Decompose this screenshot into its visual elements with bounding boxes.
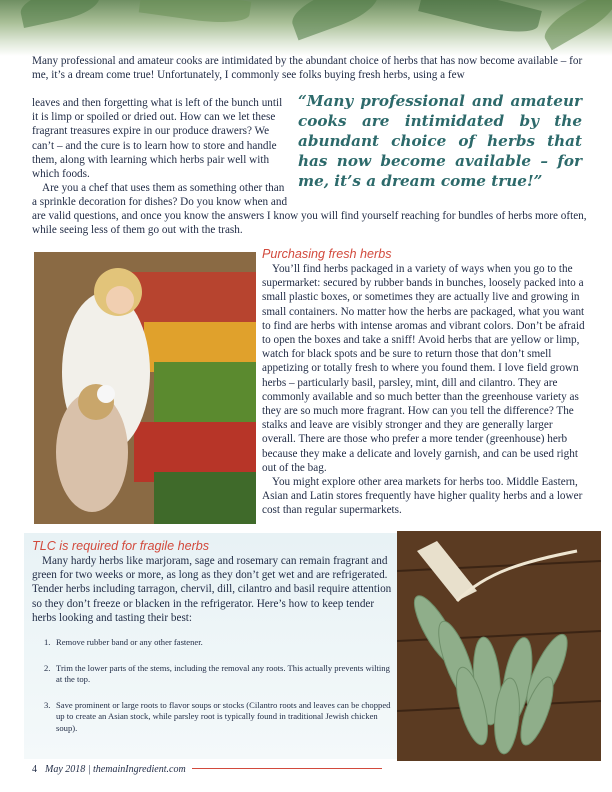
intro-column xyxy=(32,96,290,209)
list-item: 3. Save prominent or large roots to flavor soups or stocks (Cilantro roots and leaves can be chopped up to create an Asian stock, while parsley root is typically found in traditional Jewish chicken soup). xyxy=(44,699,391,733)
tlc-heading: TLC is required for fragile herbs xyxy=(32,539,210,553)
page-number: 4 xyxy=(32,764,37,775)
sage-bundle-photo xyxy=(397,531,601,761)
purchasing-paragraph-1: You’ll find herbs packaged in a variety of ways when you go to the supermarket: secured by rubber bands in bunches, loosely packed into a small plastic boxes, or sometimes they are actually live and growing in small containers. No matter how the herbs are packaged, what you want to find are herbs with intense aromas and vibrant colors. Don’t be afraid to open the boxes and take a sniff! Avoid herbs that are yellow or limp, watch for black spots and be sure to return those that don’t smell appetizing or totally fresh to where you found them. I love field grown herbs – particularly basil, parsley, mint, dill and cilantro. They are commonly available and so much better than the greenhouse variety as they are so much more fragrant. How can you tell the difference? The stalks and leave are visibly stronger and they are generally larger overall. There are those who prefer a more tender (greenhouse) herb because they make a delicate and lovely garnish, and can be used right out of the bag. xyxy=(262,263,585,474)
intro-closing: are valid questions, and once you know the answers I know you will find yourself reaching for bundles of herbs more often, while seeing less of them go out with the trash. xyxy=(32,210,587,237)
produce-photo-illustration xyxy=(34,252,256,524)
tlc-body xyxy=(32,554,392,625)
list-item: 2. Trim the lower parts of the stems, including the removal any roots. This actually prevents wilting at the top. xyxy=(44,662,390,684)
purchasing-paragraph-2: You might explore other area markets for herbs too. Middle Eastern, Asian and Latin stores frequently have higher quality herbs and a lower cost than regular supermarkets. xyxy=(262,476,583,517)
page-footer xyxy=(32,764,192,775)
tlc-paragraph: Many hardy herbs like marjoram, sage and rosemary can remain fragrant and green for two weeks or more, as long as they don’t get wet and are refrigerated. Tender herbs including tarragon, chervil, dill, cilantro and basil require attention so they don’t freeze or blacken in the refrigerator. Here’s how to keep tender herbs looking and tasting their best: xyxy=(32,555,392,624)
intro-lead-text: Many professional and amateur cooks are intimidated by the abundant choice of herbs that has now become available – for me, it’s a dream come true! Unfortunately, I commonly see folks buying fresh herbs, using a few xyxy=(32,55,583,82)
tlc-steps-list xyxy=(32,637,392,748)
intro-paragraph-2: Are you a chef that uses them as something other than a sprinkle decoration for dishes? Do you know when and xyxy=(32,182,288,209)
sage-photo-illustration xyxy=(397,531,601,761)
list-item: 1. Remove rubber band or any other fastener. xyxy=(44,637,203,647)
produce-market-photo xyxy=(34,252,256,524)
purchasing-heading: Purchasing fresh herbs xyxy=(262,247,392,261)
intro-column-text: leaves and then forgetting what is left of the bunch until it is limp or spoiled or dried out. How can we let these fragrant treasures expire in our produce drawers? We can’t – and the cure is to learn how to store and handle them, along with learning which herbs pair well with which foods. xyxy=(32,97,283,181)
pull-quote: “Many professional and amateur cooks are intimidated by the abundant choice of herbs that has now become available – for me, it’s a dream come true!” xyxy=(298,92,582,190)
issue-line: May 2018 | themainIngredient.com xyxy=(45,764,186,775)
purchasing-body xyxy=(262,262,588,518)
intro-lead xyxy=(32,54,588,96)
herb-banner-image xyxy=(0,0,612,56)
